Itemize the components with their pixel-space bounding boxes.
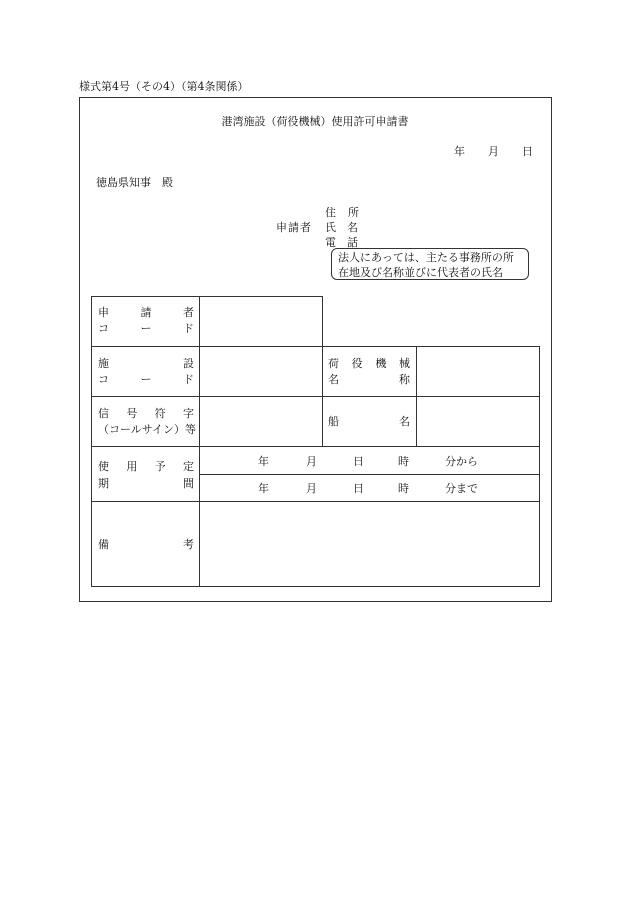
table-line: [322, 346, 323, 446]
period-from-month: 月: [306, 455, 317, 468]
form-title: 港湾施設（荷役機械）使用許可申請書: [221, 115, 409, 128]
machine-name-field[interactable]: [417, 347, 539, 396]
period-from-year: 年: [258, 455, 269, 468]
remarks-field[interactable]: [200, 502, 539, 586]
period-to-year: 年: [258, 482, 269, 495]
table-line: [91, 446, 540, 447]
name-label: 氏名: [325, 221, 369, 234]
address-label: 住 所: [325, 206, 359, 219]
applicant-code-label-line2: コ ー ド: [98, 322, 194, 335]
corporate-note-line1: 法人にあっては、主たる事務所の所: [338, 251, 514, 264]
corporate-note-line2: 在地及び名称並びに代表者の氏名: [338, 266, 503, 279]
period-to-month: 月: [306, 482, 317, 495]
date-month-label: 月: [488, 145, 499, 158]
facility-code-field[interactable]: [200, 347, 322, 396]
remarks-label: 備 考: [98, 538, 194, 551]
table-line: [91, 586, 540, 587]
table-line: [91, 296, 92, 587]
phone-label: 電話: [325, 236, 369, 249]
ship-name-field[interactable]: [417, 397, 539, 446]
call-sign-label-line2: （コールサイン）等: [98, 423, 197, 436]
machine-name-label-line2: 名 称: [328, 373, 410, 386]
period-from-suffix: 分から: [445, 455, 478, 468]
form-number-label: 様式第4号（その4）（第4条関係）: [79, 80, 249, 93]
applicant-label: 申請者: [276, 221, 312, 234]
schedule-label-line1: 使 用 予 定: [98, 460, 194, 473]
table-line: [539, 346, 540, 587]
table-line: [322, 296, 323, 346]
period-to-suffix: 分まで: [445, 482, 478, 495]
addressee: 徳島県知事 殿: [96, 176, 173, 189]
table-line: [199, 474, 540, 475]
facility-code-label-line1: 施 設: [98, 357, 194, 370]
period-to-day: 日: [353, 482, 364, 495]
call-sign-label-line1: 信 号 符 字: [98, 407, 194, 420]
machine-name-label-line1: 荷 役 機 械: [328, 357, 410, 370]
applicant-code-label-line1: 申 請 者: [98, 306, 194, 319]
facility-code-label-line2: コ ー ド: [98, 373, 194, 386]
call-sign-field[interactable]: [200, 397, 322, 446]
period-from-day: 日: [353, 455, 364, 468]
period-to-hour: 時: [398, 482, 409, 495]
period-from-hour: 時: [398, 455, 409, 468]
ship-name-label: 船 名: [328, 415, 410, 428]
date-day-label: 日: [522, 145, 533, 158]
schedule-label-line2: 期 間: [98, 477, 194, 490]
applicant-code-field[interactable]: [200, 297, 322, 346]
date-year-label: 年: [454, 145, 465, 158]
